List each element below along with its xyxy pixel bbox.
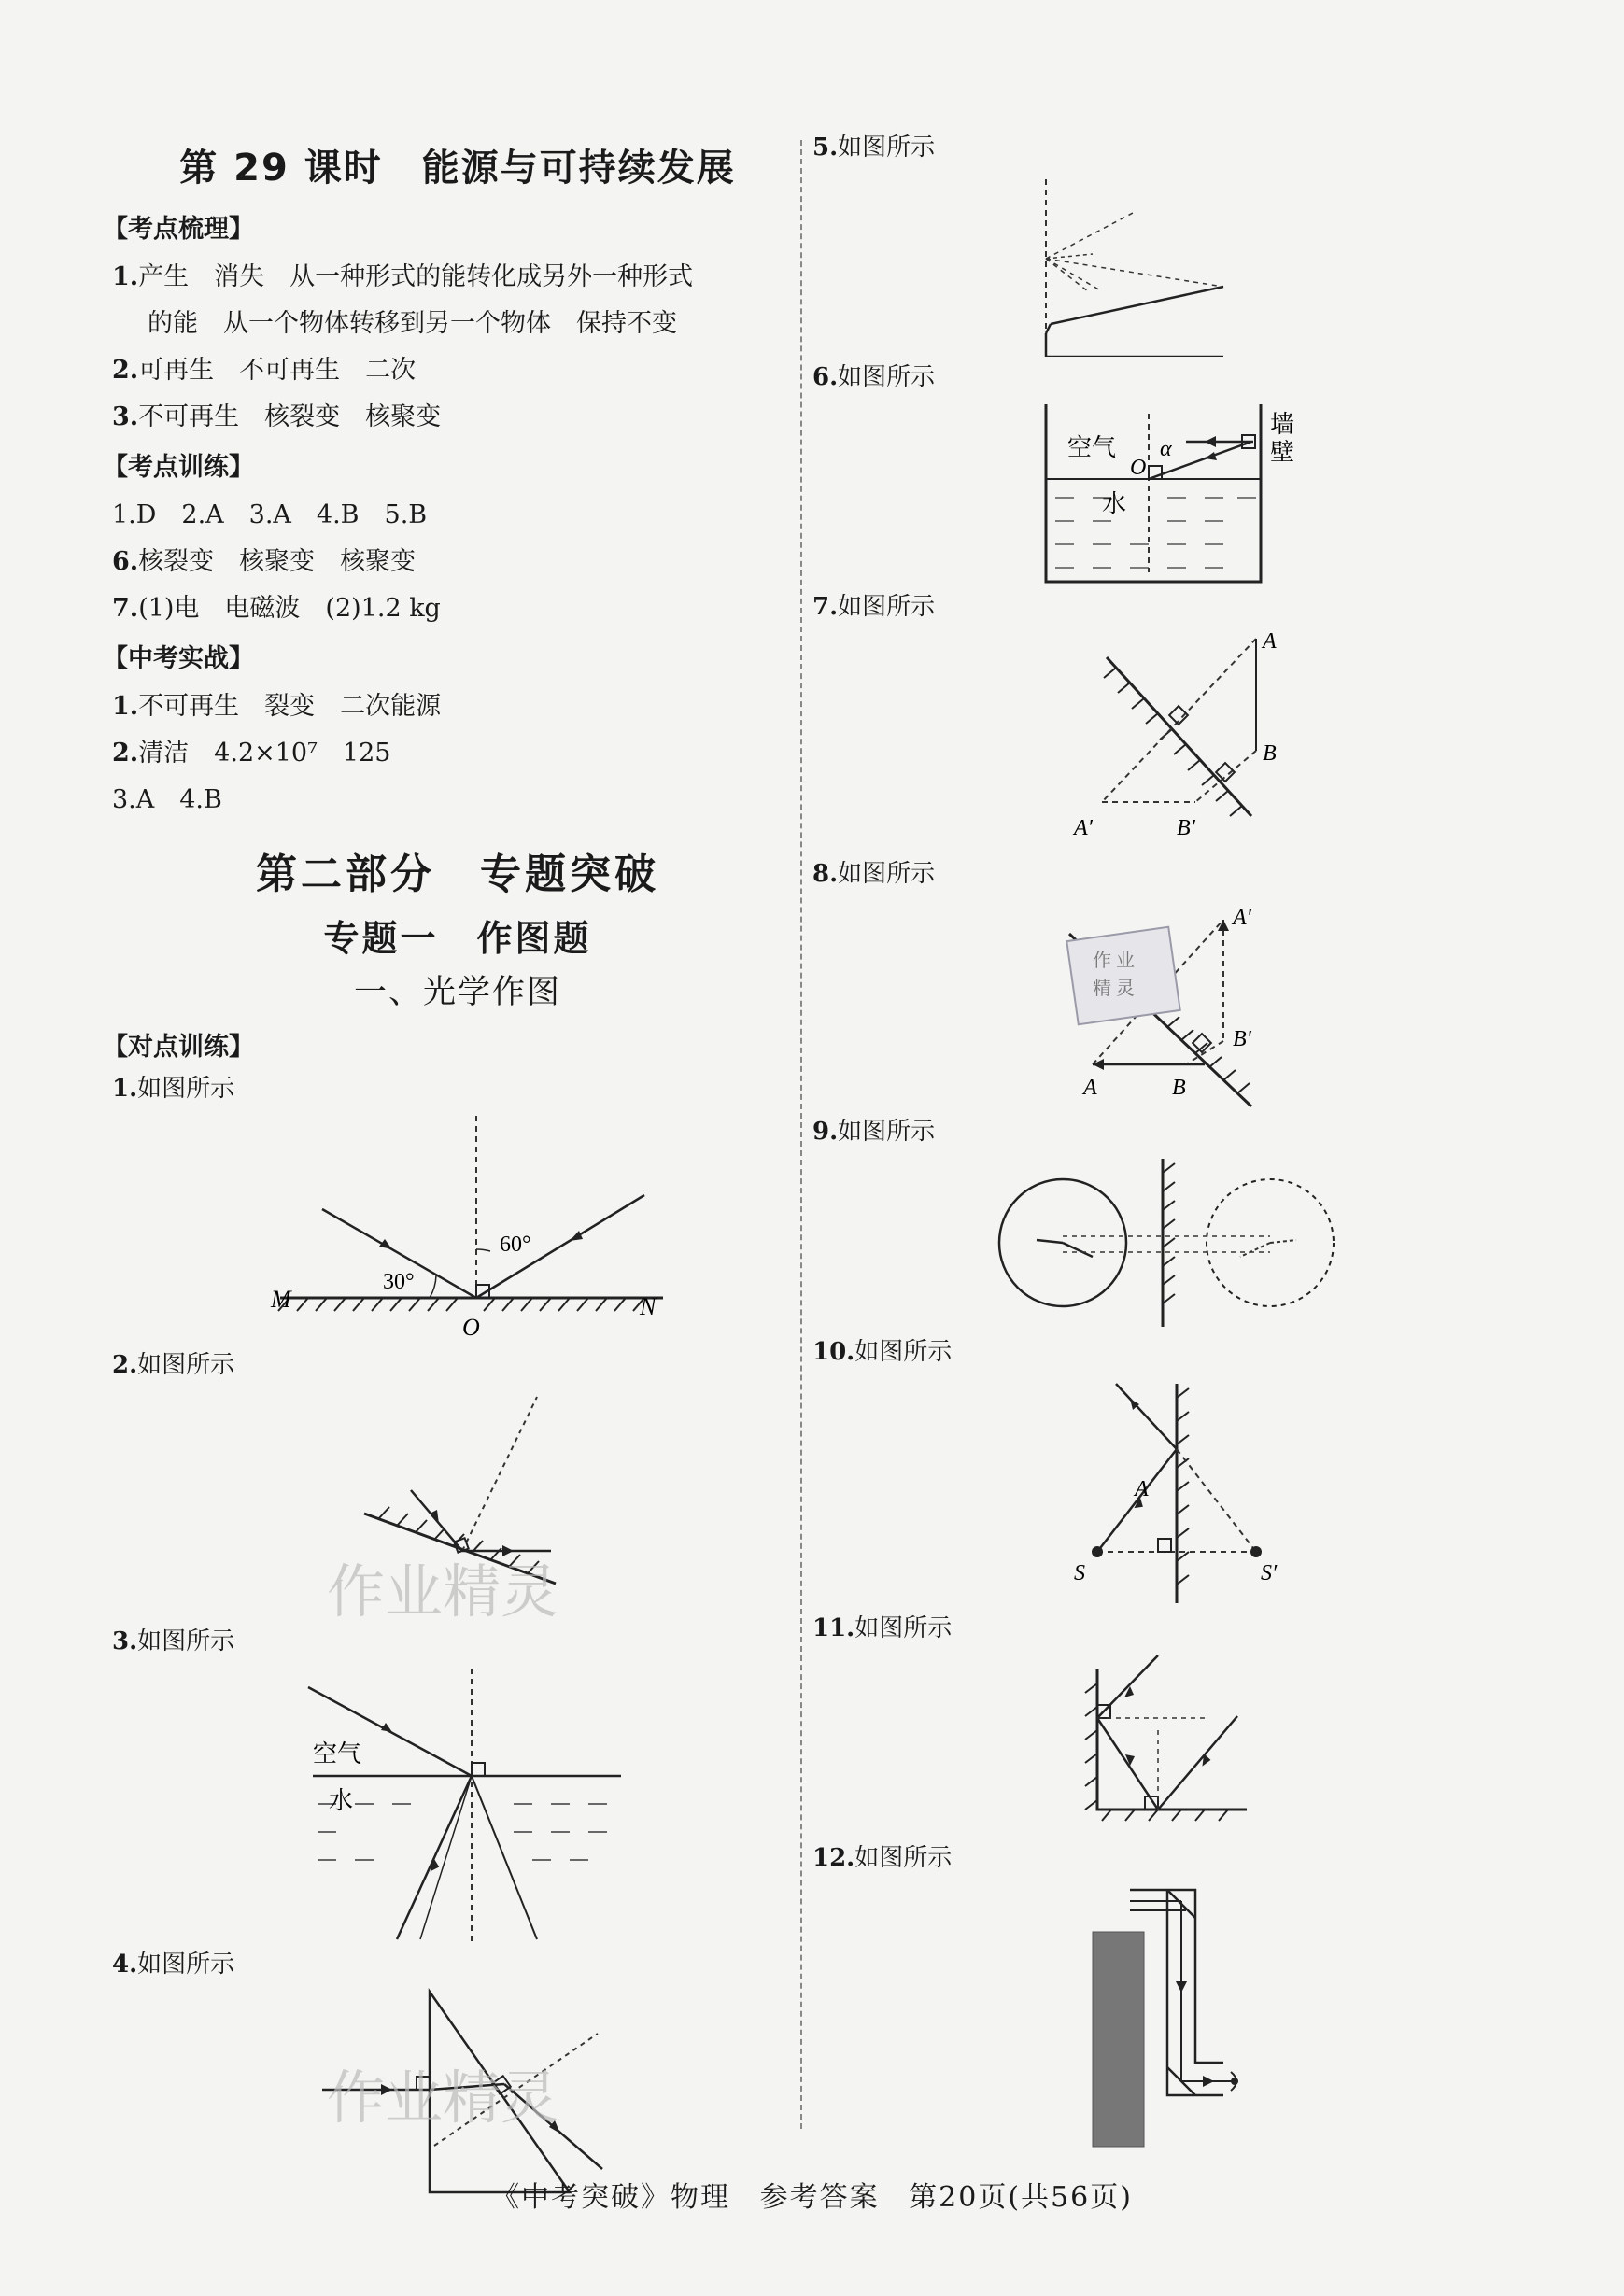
svg-text:空气: 空气 <box>1067 434 1117 461</box>
item-2: 2.如图所示 <box>112 1351 235 1379</box>
item-3: 3.如图所示 <box>112 1627 235 1655</box>
answer-line: 7.(1)电 电磁波 (2)1.2 kg <box>112 594 441 623</box>
item-8: 8.如图所示 <box>812 860 936 888</box>
svg-text:A′: A′ <box>1233 906 1251 930</box>
left-column <box>103 131 803 2205</box>
topic-title: 专题一 作图题 <box>323 918 592 959</box>
lesson-title: 第 29 课时 能源与可持续发展 <box>179 147 736 190</box>
item-10: 10.如图所示 <box>812 1338 953 1366</box>
svg-text:作业精灵: 作业精灵 <box>327 1561 559 1621</box>
svg-text:O: O <box>462 1314 480 1341</box>
svg-text:精 灵: 精 灵 <box>1093 979 1135 999</box>
svg-text:A′: A′ <box>1074 816 1093 840</box>
svg-text:M: M <box>271 1286 291 1313</box>
answer-line: 1.D 2.A 3.A 4.B 5.B <box>112 500 428 529</box>
item-7: 7.如图所示 <box>812 593 936 621</box>
svg-text:B: B <box>1263 741 1277 766</box>
svg-text:α: α <box>1160 437 1172 461</box>
section-zhongkao: 【中考实战】 <box>103 644 254 673</box>
svg-text:墙: 墙 <box>1270 411 1295 438</box>
svg-text:作 业: 作 业 <box>1093 951 1135 971</box>
svg-text:壁: 壁 <box>1270 439 1295 466</box>
svg-text:作业精灵: 作业精灵 <box>327 2067 559 2131</box>
item-4: 4.如图所示 <box>112 1951 235 1979</box>
answer-line: 3.A 4.B <box>112 785 222 814</box>
answer-line: 2.清洁 4.2×10⁷ 125 <box>112 739 391 768</box>
figure-3-air-water <box>112 1664 803 1944</box>
svg-text:水: 水 <box>1102 490 1127 517</box>
answer-line: 6.核裂变 核聚变 核聚变 <box>112 547 417 576</box>
part-title: 第二部分 专题突破 <box>256 851 659 898</box>
figure-8-mirror-image <box>812 896 1560 1111</box>
figure-2-mirror-refraction <box>112 1387 803 1621</box>
svg-text:B′: B′ <box>1177 816 1195 840</box>
answer-line: 1.不可再生 裂变 二次能源 <box>112 692 442 721</box>
answer-line: 3.不可再生 核裂变 核聚变 <box>112 402 442 431</box>
answer-line: 1.产生 消失 从一种形式的能转化成另外一种形式 <box>112 262 694 291</box>
figure-4-prism <box>112 1987 803 2202</box>
footer-book: 《中考突破》物理 <box>491 2181 731 2214</box>
footer-page: 第20页(共56页) <box>909 2181 1133 2214</box>
svg-text:S′: S′ <box>1261 1561 1278 1585</box>
figure-11-corner-mirror <box>812 1651 1560 1838</box>
item-6: 6.如图所示 <box>812 363 936 391</box>
answer-line: 2.可再生 不可再生 二次 <box>112 356 417 385</box>
section-kaodian-shuli: 【考点梳理】 <box>103 215 254 244</box>
section-duidian: 【对点训练】 <box>103 1033 254 1062</box>
footer-answer: 参考答案 <box>759 2181 880 2214</box>
svg-text:60°: 60° <box>500 1233 531 1257</box>
svg-text:O: O <box>1130 456 1147 480</box>
svg-text:30°: 30° <box>383 1270 415 1294</box>
svg-text:A: A <box>1263 629 1277 654</box>
svg-text:A: A <box>1083 1076 1097 1100</box>
figure-7-plane-mirror <box>812 629 1560 853</box>
svg-text:水: 水 <box>329 1787 354 1814</box>
figure-6-container-wall <box>812 400 1560 586</box>
svg-text:B: B <box>1172 1076 1186 1100</box>
right-column <box>812 131 1560 2155</box>
item-9: 9.如图所示 <box>812 1118 936 1146</box>
answer-line: 的能 从一个物体转移到另一个物体 保持不变 <box>148 309 677 338</box>
svg-text:空气: 空气 <box>313 1740 362 1768</box>
item-1: 1.如图所示 <box>112 1075 235 1103</box>
item-5: 5.如图所示 <box>812 134 936 162</box>
page-footer <box>0 2174 1624 2215</box>
figure-5-water-mirror <box>812 170 1560 357</box>
figure-1-reflection <box>112 1111 803 1345</box>
sub-title: 一、光学作图 <box>353 974 561 1011</box>
item-12: 12.如图所示 <box>812 1844 953 1872</box>
svg-text:N: N <box>640 1293 657 1320</box>
figure-9-clock-mirror <box>812 1154 1560 1331</box>
item-11: 11.如图所示 <box>812 1614 953 1642</box>
section-kaodian-xunlian: 【考点训练】 <box>103 453 254 482</box>
figure-12-periscope <box>812 1880 1560 2151</box>
figure-10-mirror-source <box>812 1374 1560 1608</box>
svg-text:S: S <box>1074 1561 1085 1585</box>
svg-text:A: A <box>1135 1477 1149 1501</box>
svg-text:B′: B′ <box>1233 1027 1251 1051</box>
